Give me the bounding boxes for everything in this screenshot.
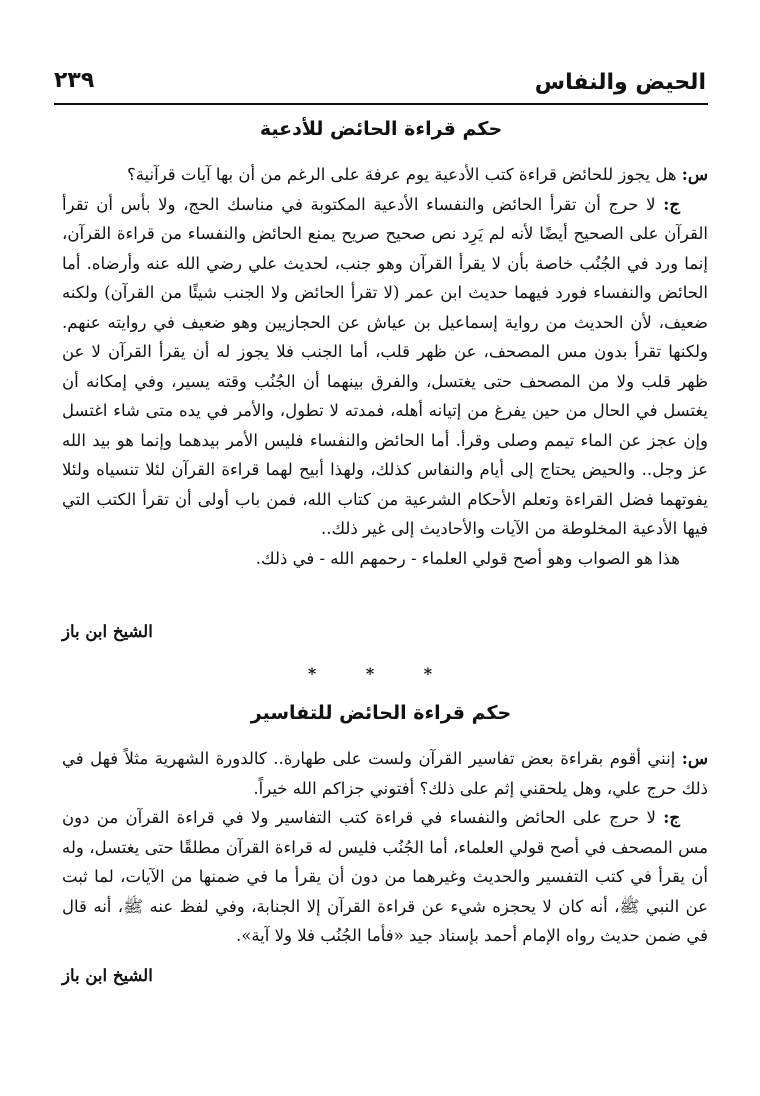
answer-label: ج:	[663, 808, 681, 827]
answer-label: ج:	[663, 194, 680, 214]
section-title-tafsir: حكم قراءة الحائض للتفاسير	[250, 702, 512, 724]
question-label: س:	[681, 749, 708, 768]
answer-conclusion: هذا هو الصواب وهو أصح قولي العلماء - رحمهم الله - في ذلك.	[255, 548, 680, 568]
question-text: إنني أقوم بقراءة بعض تفاسير القرآن ولست على طهارة.. كالدورة الشهرية مثلاً فهل في ذلك حرج علي، وهل يلحقني إثم على ذلك؟ أفتوني جزاكم الله خيراً.	[62, 749, 708, 798]
section-title-supplications: حكم قراءة الحائض للأدعية	[259, 118, 503, 140]
running-header	[54, 62, 708, 102]
section-separator: * * *	[307, 664, 455, 683]
fatwa-tafsir	[62, 744, 708, 951]
signature-ibn-baz-1: الشيخ ابن باز	[62, 622, 153, 641]
header-divider	[54, 103, 708, 105]
chapter-title: الحيض والنفاس	[534, 70, 706, 95]
question-text: هل يجوز للحائض قراءة كتب الأدعية يوم عرفة على الرغم من أن بها آيات قرآنية؟	[126, 165, 677, 184]
signature-ibn-baz-2: الشيخ ابن باز	[62, 966, 153, 985]
answer-text: لا حرج على الحائض والنفساء في قراءة كتب التفاسير ولا في قراءة القرآن من دون مس المصحف في أصح قولي العلماء، أما الجُنُب فليس له قراءة القرآن مطلقًا حتى يغتسل، وله أن يقرأ في كتب التفسير والحديث وغيرهما من دون أن يقرأ ما في ضمنها من الآيات، لما ثبت عن النبي ﷺ، أنه كان لا يحجزه شيء عن قراءة القرآن إلا الجنابة، وفي لفظ عنه ﷺ، أنه قال في ضمن حديث رواه الإمام أحمد بإسناد جيد «فأما الجُنُب فلا ولا آية».	[62, 808, 708, 945]
question-paragraph	[62, 160, 708, 190]
answer-paragraph	[62, 190, 708, 544]
page-number: ٢٣٩	[54, 68, 95, 93]
answer-text: لا حرج أن تقرأ الحائض والنفساء الأدعية المكتوبة في مناسك الحج، ولا بأس أن تقرأ القرآن على الصحيح أيضًا لأنه لم يَرِد نص صحيح صريح يمنع الحائض والنفساء من قراءة القرآن، إنما ورد في الجُنُب خاصة بأن لا يقرأ القرآن وهو جنب، لحديث علي رضي الله عنه وأرضاه. أما الحائض والنفساء فورد فيهما حديث ابن عمر (لا تقرأ الحائض ولا الجنب شيئًا من القرآن) ولكنه ضعيف، لأن الحديث من رواية إسماعيل بن عياش عن الحجازيين وهو ضعيف في روايته عنهم. ولكنها تقرأ بدون مس المصحف، عن ظهر قلب، أما الجنب فلا يجوز له أن يقرأ القرآن لا عن ظهر قلب ولا من المصحف حتى يغتسل، والفرق بينهما أن الجُنُب وقته يسير، وفي إمكانه أن يغتسل في الحال من حين يفرغ من إتيانه أهله، فمدته لا تطول، والأمر في يده متى شاء اغتسل وإن عجز عن الماء تيمم وصلى وقرأ. أما الحائض والنفساء فليس الأمر بيدهما وإنما هو بيد الله عز وجل.. والحيض يحتاج إلى أيام والنفاس كذلك، ولهذا أبيح لهما قراءة القرآن لئلا تنسياه ولئلا يفوتهما فضل القراءة وتعلم الأحكام الشرعية من كتاب الله، فمن باب أولى أن تقرأ الكتب التي فيها الأدعية المخلوطة من الآيات والأحاديث إلى غير ذلك..	[62, 194, 708, 538]
question-paragraph	[62, 744, 708, 803]
question-label: س:	[681, 165, 708, 184]
fatwa-supplications	[62, 160, 708, 573]
answer-paragraph	[62, 803, 708, 951]
